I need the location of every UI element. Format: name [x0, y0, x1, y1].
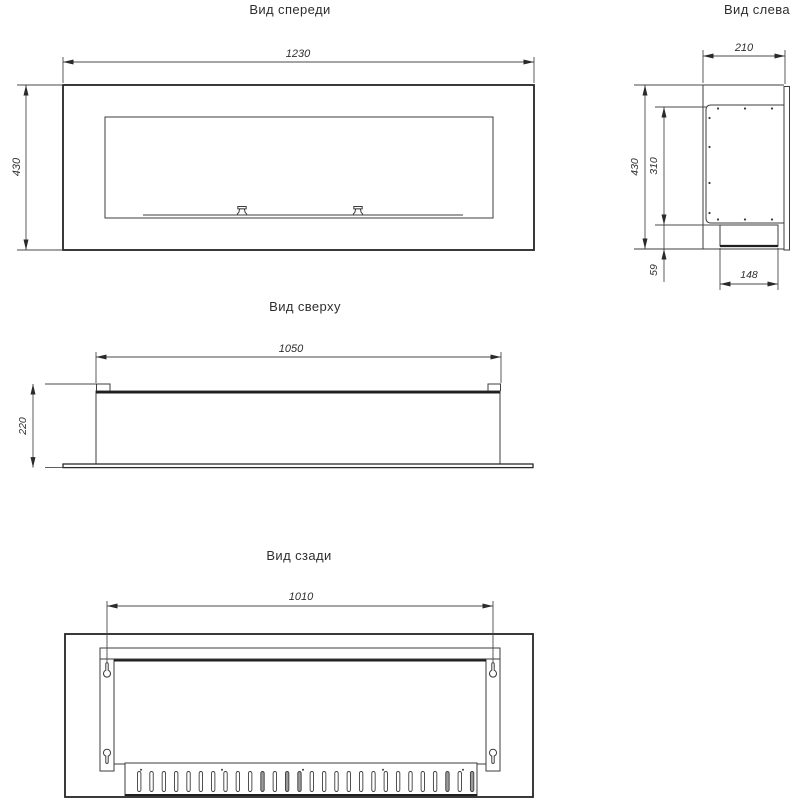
dim-left-tray-depth — [720, 248, 778, 290]
vent-slot — [322, 772, 325, 792]
vent-slot — [236, 772, 239, 792]
top-front-panel-plate — [63, 464, 533, 468]
vent-slot — [273, 772, 276, 792]
rear-back-panel — [114, 659, 486, 764]
front-view — [11, 2, 534, 250]
dim-left-bottom-height-value: 59 — [648, 264, 660, 276]
rivet-dot — [717, 107, 719, 109]
rivet-dot — [708, 182, 710, 184]
vent-slot — [248, 772, 251, 792]
rear-view-title: Вид сзади — [266, 548, 332, 563]
left-side-panel — [706, 105, 784, 223]
rivet-dot — [708, 146, 710, 148]
dim-top-width-value: 1050 — [278, 343, 304, 355]
screw-dot — [302, 769, 304, 771]
dim-left-height — [629, 85, 703, 249]
vent-slot — [310, 772, 313, 792]
top-right-bracket-tab — [488, 384, 501, 391]
top-view-title: Вид сверху — [269, 299, 341, 314]
burner-knob-right — [353, 207, 362, 216]
dim-front-width — [63, 48, 534, 83]
dim-rear-mount-spacing-value: 1010 — [288, 591, 314, 603]
vent-slot — [396, 772, 399, 792]
left-back-panel-strip — [784, 87, 790, 251]
vent-slot — [359, 772, 362, 792]
top-left-bracket-tab — [97, 384, 111, 391]
dim-left-depth-value: 210 — [734, 42, 754, 54]
dim-left-inner-height — [648, 107, 720, 225]
screw-dot — [140, 769, 142, 771]
dim-top-depth-value: 220 — [17, 417, 29, 435]
dim-left-inner-height-value: 310 — [648, 157, 660, 175]
vent-slot — [187, 772, 190, 792]
left-view — [629, 2, 790, 290]
front-view-title: Вид спереди — [249, 2, 331, 17]
rivet-dot — [744, 107, 746, 109]
dim-front-width-value: 1230 — [285, 48, 311, 60]
vent-slot — [433, 772, 436, 792]
dim-front-height-value: 430 — [11, 157, 23, 177]
rivet-dot — [717, 218, 719, 220]
dim-top-width — [96, 343, 501, 383]
vent-slot — [162, 772, 165, 792]
rivet-dot — [771, 107, 773, 109]
rivet-dot — [744, 218, 746, 220]
dim-top-depth — [17, 384, 96, 468]
dim-front-height — [11, 85, 63, 250]
vent-slot — [384, 772, 387, 792]
vent-slot — [261, 772, 264, 792]
vent-slot — [298, 772, 301, 792]
screw-dot — [221, 769, 223, 771]
vent-slot — [199, 772, 202, 792]
vent-slot — [421, 772, 424, 792]
vent-slot — [409, 772, 412, 792]
vent-slot — [335, 772, 338, 792]
top-body-outline — [96, 391, 500, 464]
top-view — [17, 299, 533, 468]
rivet-dot — [771, 218, 773, 220]
burner-knob-left — [237, 207, 246, 216]
rear-top-flange — [100, 648, 500, 659]
vent-slot — [285, 772, 288, 792]
rivet-dot — [708, 117, 710, 119]
rivet-dot — [708, 212, 710, 214]
vent-slot — [446, 772, 449, 792]
vent-slot — [211, 772, 214, 792]
front-body-outline — [63, 85, 534, 250]
screw-dot — [382, 769, 384, 771]
dim-left-depth — [703, 42, 785, 84]
vent-slot — [347, 772, 350, 792]
vent-slot — [150, 772, 153, 792]
vent-slot — [458, 772, 461, 792]
dim-left-tray-depth-value: 148 — [740, 269, 758, 281]
vent-slot — [138, 772, 141, 792]
left-bottom-tray — [720, 225, 778, 246]
rivet-dots — [708, 107, 773, 220]
vent-slot — [224, 772, 227, 792]
vent-slot — [470, 772, 473, 792]
dim-left-bottom-height — [648, 225, 667, 282]
left-view-title: Вид слева — [723, 2, 791, 17]
vent-slot — [174, 772, 177, 792]
vent-slot — [372, 772, 375, 792]
dim-left-height-value: 430 — [629, 158, 641, 176]
screw-dot — [462, 769, 464, 771]
rear-view — [65, 548, 533, 797]
